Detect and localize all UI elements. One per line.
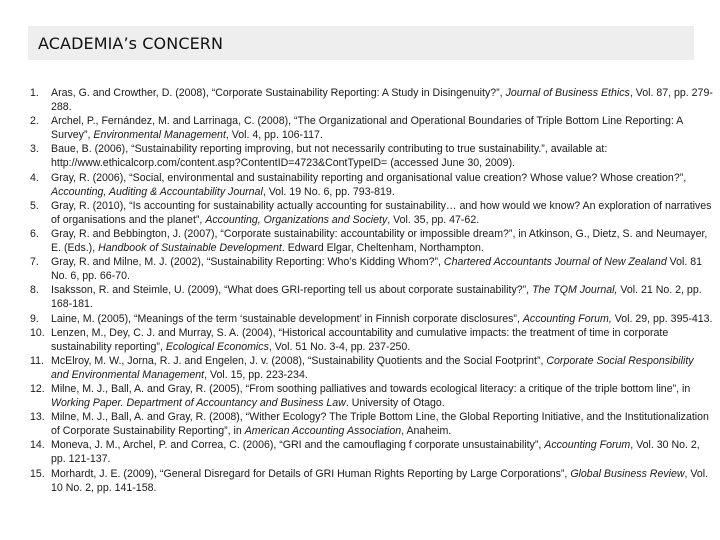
reference-text: Morhardt, J. E. (2009), “General Disregard for Details of GRI Human Rights Reporting by Large Corporations”,: [51, 467, 571, 480]
reference-text: Lenzen, M., Dey, C. J. and Murray, S. A. (2004), “Historical accountability and cumulative impacts: the treatment of time in corporate sustainability reporting”,: [51, 326, 669, 353]
reference-text: Gray, R. and Milne, M. J. (2002), “Sustainability Reporting: Who’s Kidding Whom?”,: [51, 256, 444, 269]
reference-item: [30, 326, 714, 354]
reference-source: Ecological Economics: [165, 340, 269, 353]
reference-details: , Vol. 30 No. 2, pp. 121-137.: [51, 439, 700, 466]
reference-number: 5.: [30, 199, 39, 212]
reference-source: Environmental Management: [93, 129, 226, 142]
reference-number: 10.: [30, 326, 45, 339]
reference-details: , Vol. 10 No. 2, pp. 141-158.: [51, 467, 709, 494]
reference-text: McElroy, M. W., Jorna, R. J. and Engelen, J. v. (2008), “Sustainability Quotients and the Social Footprint”,: [51, 354, 547, 367]
reference-item: [30, 438, 714, 466]
reference-item: [30, 114, 714, 142]
reference-source: Global Business Review: [570, 467, 685, 480]
reference-number: 7.: [30, 256, 39, 269]
reference-text: Moneva, J. M., Archel, P. and Correa, C. (2006), “GRI and the camouflaging f corporate unsustainability”,: [51, 439, 545, 452]
reference-number: 13.: [30, 411, 45, 424]
reference-source: Chartered Accountants Journal of New Zealand: [443, 256, 667, 269]
reference-item: [30, 410, 714, 438]
reference-item: [30, 86, 714, 114]
reference-details: , Vol. 51 No. 3-4, pp. 237-250.: [268, 340, 411, 353]
reference-source: Handbook of Sustainable Development: [98, 242, 282, 255]
reference-details: , Anaheim.: [401, 425, 452, 438]
reference-details: . University of Otago.: [345, 397, 445, 410]
reference-item: [30, 382, 714, 410]
reference-number: 8.: [30, 284, 39, 297]
reference-item: [30, 199, 714, 227]
reference-item: [30, 283, 714, 311]
reference-text: Aras, G. and Crowther, D. (2008), “Corporate Sustainability Reporting: A Study in Disingenuity?”,: [51, 87, 506, 99]
reference-details: Vol. 29, pp. 395-413.: [611, 312, 713, 325]
reference-source: Accounting Forum,: [522, 312, 612, 325]
reference-item: [30, 142, 714, 170]
reference-number: 1.: [30, 87, 39, 99]
reference-source: Accounting, Auditing & Accountability Journal: [51, 185, 263, 198]
reference-text: Milne, M. J., Ball, A. and Gray, R. (2005), “From soothing palliatives and towards ecological literacy: a critique of the triple bottom line”, in: [51, 382, 691, 395]
reference-list: [30, 86, 714, 495]
title-bar: [28, 26, 694, 60]
reference-source: Accounting Forum: [544, 439, 631, 452]
reference-details: , Vol. 35, pp. 47-62.: [387, 213, 480, 226]
reference-item: [30, 354, 714, 382]
reference-text: Archel, P., Fernández, M. and Larrinaga, C. (2008), “The Organizational and Operational Boundaries of Triple Bottom Line Reporting: A Survey”,: [51, 115, 683, 142]
reference-details: . Edward Elgar, Cheltenham, Northampton.: [281, 242, 484, 255]
reference-number: 15.: [30, 467, 45, 480]
reference-number: 4.: [30, 171, 39, 184]
reference-number: 9.: [30, 312, 39, 325]
reference-source: Working Paper. Department of Accountancy and Business Law: [51, 397, 346, 410]
reference-text: Milne, M. J., Ball, A. and Gray, R. (2008), “Wither Ecology? The Triple Bottom Line, the Global Reporting Initiative, and the Institutionalization of Corporate Sustainability Reporting”, in: [51, 411, 709, 438]
reference-number: 6.: [30, 227, 39, 240]
reference-source: Accounting, Organizations and Society: [205, 213, 388, 226]
reference-item: [30, 171, 714, 199]
reference-item: [30, 255, 714, 283]
reference-text: Baue, B. (2006), “Sustainability reporting improving, but not necessarily contributing to true sustainability.”, available at: http://www.ethicalcorp.com/content.asp?ContentID=4723&ContTypeID= (accessed June 30, 2009).: [51, 143, 608, 170]
reference-details: Vol. 81 No. 6, pp. 66-70.: [51, 256, 703, 283]
reference-text: Gray, R. (2010), “Is accounting for sustainability actually accounting for sustainability… and how would we know? An exploration of narratives of organisations and the planet”,: [51, 199, 712, 226]
reference-number: 11.: [30, 354, 44, 367]
reference-number: 2.: [30, 115, 39, 128]
reference-source: The TQM Journal,: [532, 284, 618, 297]
reference-text: Laine, M. (2005), “Meanings of the term ‘sustainable development’ in Finnish corporate disclosures”,: [51, 312, 523, 325]
reference-details: , Vol. 4, pp. 106-117.: [225, 129, 323, 142]
reference-text: Isaksson, R. and Steimle, U. (2009), “What does GRI-reporting tell us about corporate sustainability?”,: [51, 284, 533, 297]
reference-item: [30, 312, 714, 326]
reference-source: Corporate Social Responsibility and Environmental Management: [51, 354, 694, 381]
reference-details: Vol. 21 No. 2, pp. 168-181.: [51, 284, 702, 311]
reference-text: Gray, R. (2006), “Social, environmental and sustainability reporting and organisational value creation? Whose value? Whose creation?”,: [51, 171, 687, 184]
reference-number: 3.: [30, 143, 39, 156]
reference-source: Journal of Business Ethics: [505, 87, 630, 99]
reference-details: , Vol. 15, pp. 223-234.: [204, 368, 308, 381]
reference-number: 12.: [30, 382, 45, 395]
slide-title: ACADEMIA’s CONCERN: [38, 34, 224, 53]
reference-item: [30, 467, 714, 495]
reference-details: , Vol. 19 No. 6, pp. 793-819.: [262, 185, 395, 198]
reference-details: , Vol. 87, pp. 279-288.: [51, 87, 713, 114]
reference-source: American Accounting Association: [244, 425, 402, 438]
reference-number: 14.: [30, 439, 45, 452]
reference-item: [30, 227, 714, 255]
reference-text: Gray, R. and Bebbington, J. (2007), “Corporate sustainability: accountability or impossible dream?”, in Atkinson, G., Dietz, S. and Neumayer, E. (Eds.),: [51, 227, 708, 255]
